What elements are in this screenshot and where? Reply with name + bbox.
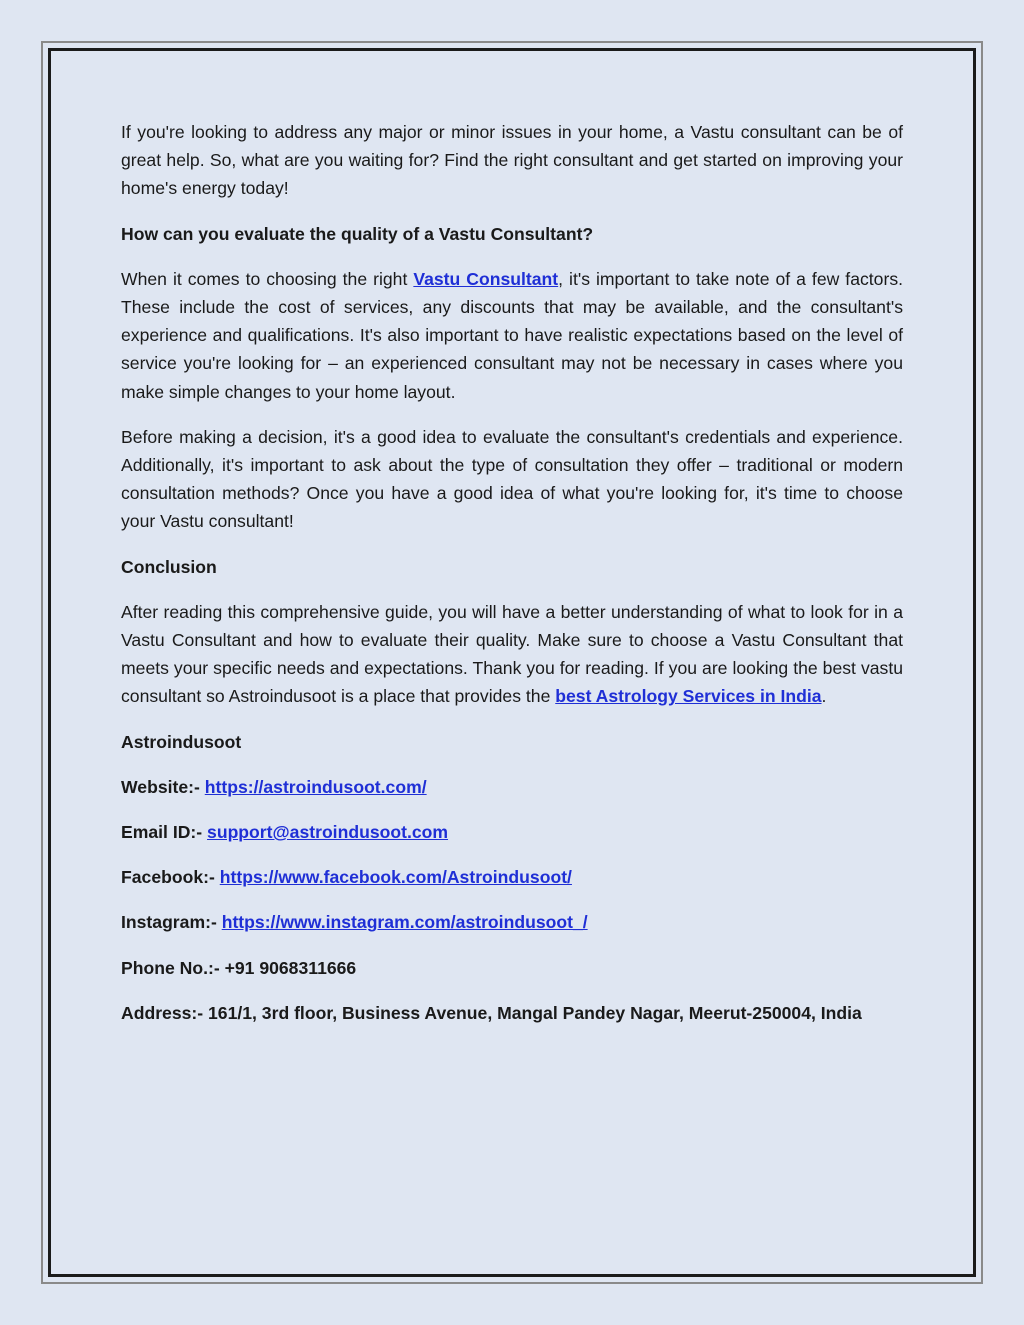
- evaluate-paragraph-2: Before making a decision, it's a good idea to evaluate the consultant's credentials and experience. Additionally, it's important to ask about the type of consultation they offer – traditional or modern consultation methods? Once you have a good idea of what you're looking for, it's time to choose your Vastu consultant!: [121, 426, 903, 532]
- email-link[interactable]: support@astroindusoot.com: [207, 822, 449, 843]
- conclusion-text-after: .: [821, 686, 827, 707]
- email-label: Email ID:-: [121, 822, 208, 843]
- facebook-line: [121, 863, 903, 891]
- document-body: [121, 118, 903, 1044]
- conclusion-heading: Conclusion: [121, 556, 217, 577]
- website-label: Website:-: [121, 776, 205, 797]
- evaluate-text-after: , it's important to take note of a few factors. These include the cost of services, any discounts that may be available, and the consultant's experience and qualifications. It's also important to have realistic expectations based on the level of service you're looking for – an experienced consultant may not be necessary in cases where you make simple changes to your home layout.: [121, 268, 903, 402]
- astrology-services-link[interactable]: best Astrology Services in India: [555, 686, 822, 707]
- address-line: Address:- 161/1, 3rd floor, Business Avenue, Mangal Pandey Nagar, Meerut-250004, India: [121, 1002, 862, 1023]
- instagram-link[interactable]: https://www.instagram.com/astroindusoot_/: [221, 912, 588, 933]
- instagram-line: [121, 908, 903, 936]
- facebook-label: Facebook:-: [121, 867, 220, 888]
- email-line: [121, 818, 903, 846]
- website-line: [121, 773, 903, 801]
- evaluate-text-before: When it comes to choosing the right: [121, 268, 414, 289]
- phone-line: Phone No.:- +91 9068311666: [121, 957, 357, 978]
- evaluate-heading: How can you evaluate the quality of a Vastu Consultant?: [121, 223, 594, 244]
- instagram-label: Instagram:-: [121, 912, 222, 933]
- intro-paragraph: If you're looking to address any major or minor issues in your home, a Vastu consultant can be of great help. So, what are you waiting for? Find the right consultant and get started on improving your home's energy today!: [121, 122, 903, 199]
- website-link[interactable]: https://astroindusoot.com/: [204, 776, 427, 797]
- evaluate-paragraph-1: [121, 265, 903, 406]
- vastu-consultant-link[interactable]: Vastu Consultant: [413, 268, 559, 289]
- company-name: Astroindusoot: [121, 731, 242, 752]
- facebook-link[interactable]: https://www.facebook.com/Astroindusoot/: [219, 867, 572, 888]
- conclusion-text-before: After reading this comprehensive guide, you will have a better understanding of what to look for in a Vastu Consultant and how to evaluate their quality. Make sure to choose a Vastu Consultant that meets your specific needs and expectations. Thank you for reading. If you are looking the best vastu consultant so Astroindusoot is a place that provides the: [121, 601, 903, 707]
- conclusion-paragraph: [121, 598, 903, 711]
